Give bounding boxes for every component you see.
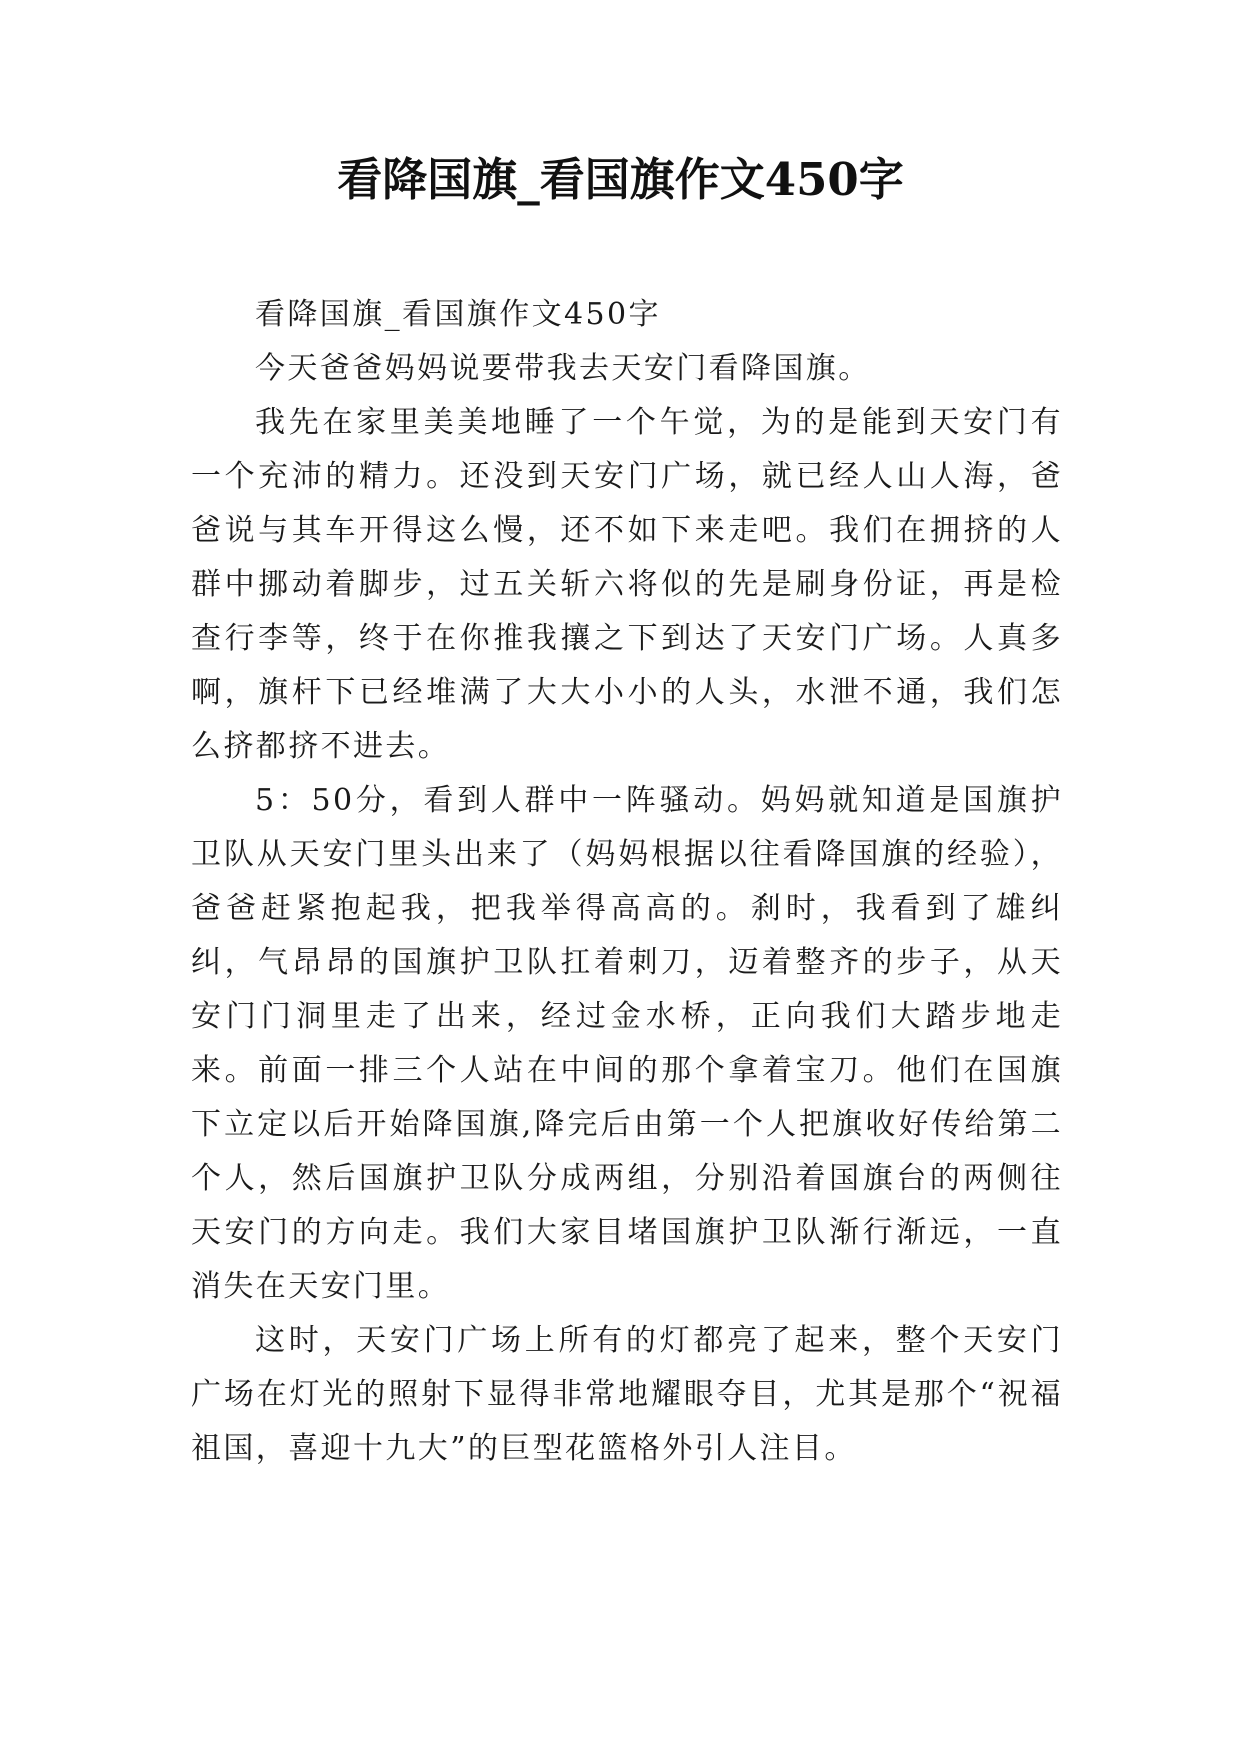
paragraph-arrival: 我先在家里美美地睡了一个午觉，为的是能到天安门有一个充沛的精力。还没到天安门广场，就已经人山人海，爸爸说与其车开得这么慢，还不如下来走吧。我们在拥挤的人群中挪动着脚步，过五关斩六将似的先是刷身份证，再是检查行李等，终于在你推我攘之下到达了天安门广场。人真多啊，旗杆下已经堆满了大大小小的人头，水泄不通，我们怎么挤都挤不进去。 [191, 405, 1063, 764]
paragraph-lights: 这时，天安门广场上所有的灯都亮了起来，整个天安门广场在灯光的照射下显得非常地耀眼夺目，尤其是那个“祝福祖国，喜迎十九大”的巨型花篮格外引人注目。 [191, 1323, 1063, 1466]
document-body [191, 288, 1063, 1476]
document-title: 看降国旗_看国旗作文450字 [337, 153, 904, 206]
paragraph-subtitle: 看降国旗_看国旗作文450字 [255, 297, 661, 332]
paragraph-intro: 今天爸爸妈妈说要带我去天安门看降国旗。 [255, 351, 871, 386]
paragraph-ceremony: 5：50分，看到人群中一阵骚动。妈妈就知道是国旗护卫队从天安门里头出来了（妈妈根据以往看降国旗的经验），爸爸赶紧抱起我，把我举得高高的。刹时，我看到了雄纠纠，气昂昂的国旗护卫队扛着刺刀，迈着整齐的步子，从天安门门洞里走了出来，经过金水桥，正向我们大踏步地走来。前面一排三个人站在中间的那个拿着宝刀。他们在国旗下立定以后开始降国旗,降完后由第一个人把旗收好传给第二个人，然后国旗护卫队分成两组，分别沿着国旗台的两侧往天安门的方向走。我们大家目堵国旗护卫队渐行渐远，一直消失在天安门里。 [191, 783, 1063, 1304]
